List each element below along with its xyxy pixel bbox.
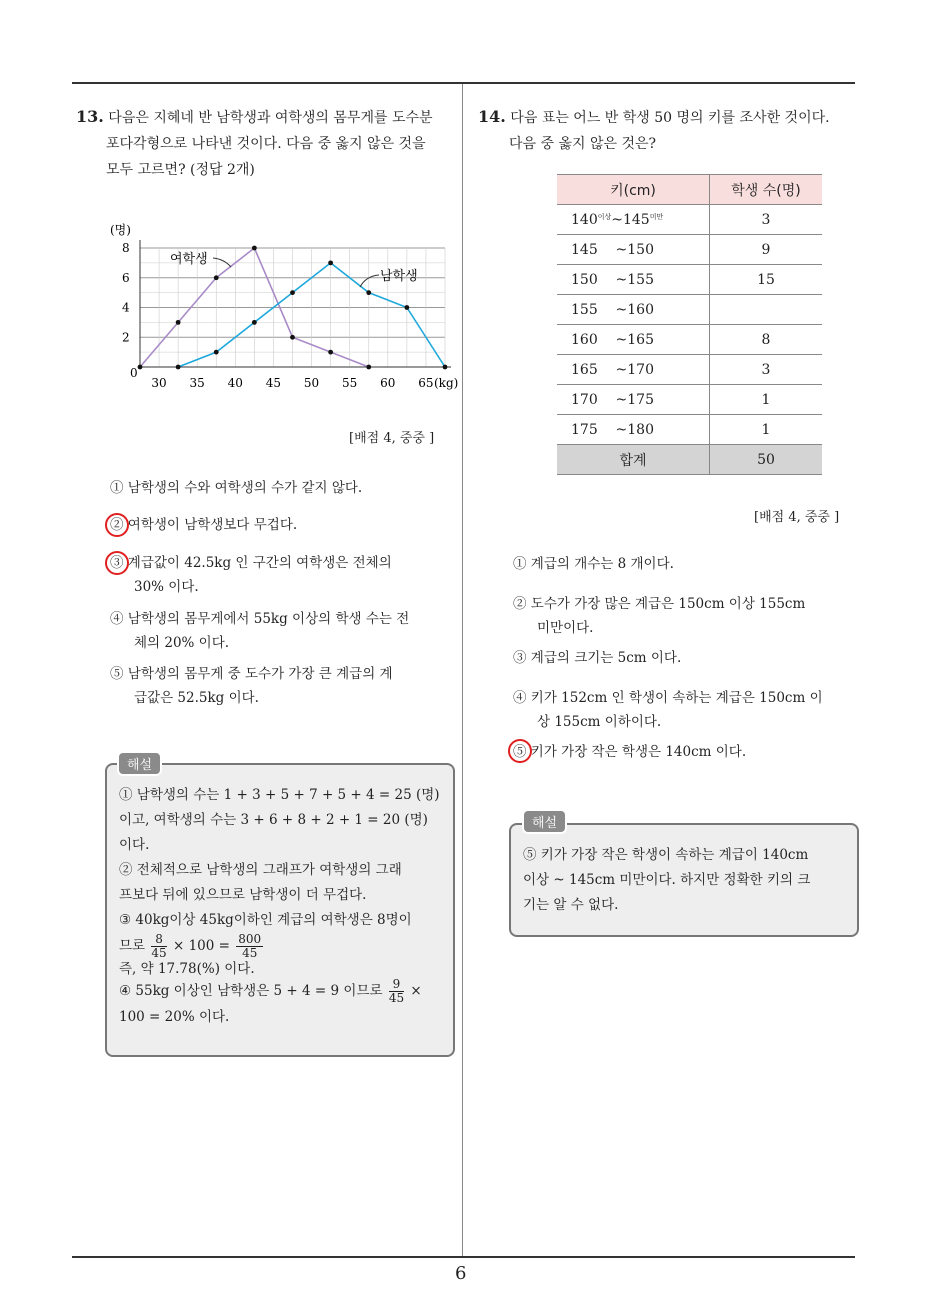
explanation-text: 므로 bbox=[119, 938, 146, 954]
explanation-line: 프보다 뒤에 있으므로 남학생이 더 무겁다. bbox=[119, 887, 367, 903]
q13-option-4[interactable] bbox=[110, 607, 450, 655]
q14-block bbox=[478, 104, 868, 157]
option-text: 계급의 크기는 5cm 이다. bbox=[530, 650, 682, 666]
q14-number: 14. bbox=[478, 107, 506, 126]
table-cell-range: $140^{이상}\sim 145^{미만}$ bbox=[557, 205, 710, 235]
option-text: 키가 가장 작은 학생은 140cm 이다. bbox=[530, 744, 747, 760]
option-text-cont: 급값은 52.5kg 이다. bbox=[134, 690, 259, 706]
page-number: 6 bbox=[455, 1263, 467, 1284]
q14-option-4[interactable] bbox=[513, 686, 853, 734]
option-mark: ① bbox=[110, 480, 124, 496]
table-cell-range: 145 ~150 bbox=[557, 235, 710, 265]
explanation-line: 즉, 약 17.78(%) 이다. bbox=[119, 961, 255, 977]
option-text: 남학생의 몸무게 중 도수가 가장 큰 계급의 계 bbox=[127, 666, 393, 682]
table-cell-count: 1 bbox=[710, 385, 823, 415]
data-point bbox=[366, 290, 371, 295]
answer-mark-circle bbox=[508, 739, 532, 763]
table-cell-count: 8 bbox=[710, 325, 823, 355]
y-tick-label: 4 bbox=[122, 300, 130, 315]
x-tick-label: 40 bbox=[227, 376, 243, 390]
table-cell-count: 9 bbox=[710, 235, 823, 265]
q13-text-line2: 포다각형으로 나타낸 것이다. 다음 중 옳지 않은 것을 bbox=[106, 136, 426, 152]
data-point bbox=[214, 350, 219, 355]
q13-explanation-tag: 해설 bbox=[117, 751, 162, 776]
q14-option-1[interactable] bbox=[513, 552, 853, 576]
table-header-count: 학생 수(명) bbox=[710, 175, 823, 205]
option-mark: ② bbox=[110, 517, 124, 533]
answer-mark-circle bbox=[105, 513, 129, 537]
explanation-text: ④ 55kg 이상인 남학생은 5 + 4 = 9 이므로 bbox=[119, 983, 383, 999]
x-tick-label: 55 bbox=[342, 376, 358, 390]
y-tick-label: 2 bbox=[122, 330, 130, 345]
data-point bbox=[176, 320, 181, 325]
data-point bbox=[252, 320, 257, 325]
q14-option-3[interactable] bbox=[513, 646, 853, 670]
data-point bbox=[443, 365, 448, 370]
data-point bbox=[404, 305, 409, 310]
q13-text-line1: 다음은 지혜네 반 남학생과 여학생의 몸무게를 도수분 bbox=[108, 110, 433, 126]
table-cell-range: 160 ~165 bbox=[557, 325, 710, 355]
q14-explanation-text bbox=[523, 843, 853, 918]
x-tick-label: 30 bbox=[151, 376, 167, 390]
fraction: $\frac{800}{45}$ bbox=[238, 932, 262, 960]
q13-option-1[interactable] bbox=[110, 476, 450, 500]
explanation-line: 이고, 여학생의 수는 3 + 6 + 8 + 2 + 1 = 20 (명) bbox=[119, 812, 428, 828]
x-tick-label: 35 bbox=[189, 376, 205, 390]
option-mark: ② bbox=[513, 596, 527, 612]
option-text: 계급값이 42.5kg 인 구간의 여학생은 전체의 bbox=[127, 555, 392, 571]
y-axis-label: (명) bbox=[110, 223, 131, 237]
option-text: 계급의 개수는 8 개이다. bbox=[530, 556, 674, 572]
data-point bbox=[328, 260, 333, 265]
table-total-value: 50 bbox=[710, 445, 823, 475]
option-mark: ③ bbox=[110, 555, 124, 571]
table-header-row bbox=[557, 175, 822, 205]
option-text: 도수가 가장 많은 계급은 150cm 이상 155cm bbox=[530, 596, 806, 612]
y-tick-label: 8 bbox=[122, 241, 130, 255]
table-header-height: 키(cm) bbox=[557, 175, 710, 205]
q14-score: [배점 4, 중중 ] bbox=[754, 510, 840, 525]
data-point bbox=[290, 335, 295, 340]
table-cell-range: 165 ~170 bbox=[557, 355, 710, 385]
q14-option-5[interactable] bbox=[513, 740, 853, 764]
option-mark: ④ bbox=[513, 690, 527, 706]
explanation-text: × 100 = bbox=[172, 938, 230, 954]
q13-block bbox=[76, 104, 456, 183]
x-tick-label: 65 bbox=[418, 376, 434, 390]
q13-explanation-text bbox=[119, 783, 449, 1030]
data-point bbox=[290, 290, 295, 295]
data-point bbox=[214, 275, 219, 280]
table-cell-count: 15 bbox=[710, 265, 823, 295]
q13-text-line3: 모두 고르면? (정답 2개) bbox=[106, 162, 255, 178]
option-text-cont: 30% 이다. bbox=[134, 579, 199, 595]
option-mark: ① bbox=[513, 556, 527, 572]
option-text-cont: 상 155cm 이하이다. bbox=[537, 714, 662, 730]
table-cell-range: 170 ~175 bbox=[557, 385, 710, 415]
table-cell-count: 3 bbox=[710, 355, 823, 385]
option-mark: ⑤ bbox=[110, 666, 124, 682]
table-row bbox=[557, 355, 822, 385]
table-row bbox=[557, 415, 822, 445]
series-label-male: 남학생 bbox=[380, 269, 418, 284]
table-row bbox=[557, 265, 822, 295]
explanation-line: ② 전체적으로 남학생의 그래프가 여학생의 그래 bbox=[119, 862, 402, 878]
table-cell-range: 175 ~180 bbox=[557, 415, 710, 445]
answer-mark-circle bbox=[105, 551, 129, 575]
option-mark: ⑤ bbox=[513, 744, 527, 760]
table-total-label: 합계 bbox=[557, 445, 710, 475]
table-cell-count: 1 bbox=[710, 415, 823, 445]
table-row bbox=[557, 205, 822, 235]
bottom-rule bbox=[72, 1256, 855, 1258]
option-text: 키가 152cm 인 학생이 속하는 계급은 150cm 이 bbox=[530, 690, 823, 706]
explanation-line-formula bbox=[119, 978, 449, 1005]
q14-option-2[interactable] bbox=[513, 592, 853, 640]
q14-text-line2: 다음 중 옳지 않은 것은? bbox=[509, 136, 657, 152]
table-cell-range: 155 ~160 bbox=[557, 295, 710, 325]
x-axis-label: (kg) bbox=[434, 376, 459, 390]
q13-option-2[interactable] bbox=[110, 513, 450, 537]
table-row bbox=[557, 235, 822, 265]
option-mark: ④ bbox=[110, 611, 124, 627]
table-total-row bbox=[557, 445, 822, 475]
q14-text-line1: 다음 표는 어느 반 학생 50 명의 키를 조사한 것이다. bbox=[510, 110, 830, 126]
explanation-line: 이상 ~ 145cm 미만이다. 하지만 정확한 키의 크 bbox=[523, 872, 811, 888]
option-text: 남학생의 수와 여학생의 수가 같지 않다. bbox=[127, 480, 363, 496]
explanation-text: × bbox=[410, 983, 422, 999]
explanation-line: ③ 40kg이상 45kg이하인 계급의 여학생은 8명이 bbox=[119, 912, 412, 928]
explanation-line: ① 남학생의 수는 1 + 3 + 5 + 7 + 5 + 4 = 25 (명) bbox=[119, 787, 440, 803]
table-row bbox=[557, 325, 822, 355]
data-point bbox=[176, 365, 181, 370]
table-row bbox=[557, 295, 822, 325]
data-point bbox=[366, 365, 371, 370]
table-row bbox=[557, 385, 822, 415]
q13-option-3[interactable] bbox=[110, 551, 450, 599]
data-point bbox=[138, 365, 143, 370]
table-cell-count bbox=[710, 295, 823, 325]
height-frequency-table bbox=[557, 174, 822, 475]
y-tick-label: 0 bbox=[130, 366, 138, 380]
explanation-line: 100 = 20% 이다. bbox=[119, 1009, 230, 1025]
q14-explanation-box bbox=[509, 823, 859, 937]
q13-option-5[interactable] bbox=[110, 662, 450, 710]
x-tick-label: 45 bbox=[265, 376, 282, 390]
explanation-line: 이다. bbox=[119, 837, 150, 853]
explanation-line: ⑤ 키가 가장 작은 학생이 속하는 계급이 140cm bbox=[523, 847, 809, 863]
q13-score: [배점 4, 중중 ] bbox=[349, 431, 435, 446]
q13-number: 13. bbox=[76, 107, 104, 126]
q14-explanation-tag: 해설 bbox=[522, 809, 567, 834]
q13-stem bbox=[76, 104, 456, 131]
explanation-line: 기는 알 수 없다. bbox=[523, 897, 619, 913]
fraction: $\frac{9}{45}$ bbox=[388, 977, 405, 1005]
option-text: 남학생의 몸무게에서 55kg 이상의 학생 수는 전 bbox=[127, 611, 410, 627]
table-cell-count: 3 bbox=[710, 205, 823, 235]
table-cell-range: 150 ~155 bbox=[557, 265, 710, 295]
option-text-cont: 미만이다. bbox=[537, 620, 594, 636]
option-mark: ③ bbox=[513, 650, 527, 666]
option-text-cont: 체의 20% 이다. bbox=[134, 635, 230, 651]
frequency-polygon-chart bbox=[100, 215, 470, 395]
top-rule bbox=[72, 82, 855, 84]
x-tick-label: 50 bbox=[303, 376, 320, 390]
series-label-female: 여학생 bbox=[170, 252, 208, 267]
data-point bbox=[252, 246, 257, 251]
explanation-line-formula bbox=[119, 933, 449, 960]
option-text: 여학생이 남학생보다 무겁다. bbox=[127, 517, 298, 533]
y-tick-label: 6 bbox=[122, 270, 130, 285]
x-tick-label: 60 bbox=[380, 376, 396, 390]
legend-label-female bbox=[170, 251, 231, 267]
data-point bbox=[328, 350, 333, 355]
fraction: $\frac{8}{45}$ bbox=[151, 932, 167, 960]
q13-explanation-box bbox=[105, 763, 455, 1057]
q14-stem bbox=[478, 104, 868, 131]
